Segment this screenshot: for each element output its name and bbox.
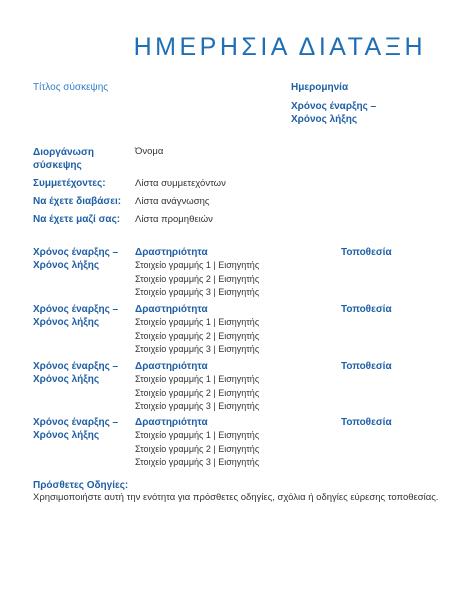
info-value[interactable]: Όνομα	[135, 146, 164, 157]
agenda-location[interactable]: Τοποθεσία	[341, 361, 392, 372]
agenda-time[interactable]: Χρόνος έναρξης – Χρόνος λήξης	[33, 361, 119, 385]
info-label: Να έχετε διαβάσει:	[33, 196, 122, 207]
meeting-time[interactable]: Χρόνος έναρξης – Χρόνος λήξης	[291, 101, 377, 125]
meeting-title[interactable]: Τίτλος σύσκεψης	[33, 82, 109, 93]
agenda-line-item[interactable]: Στοιχείο γραμμής 1 | Εισηγητής	[135, 317, 260, 327]
info-value[interactable]: Λίστα ανάγνωσης	[135, 196, 210, 207]
notes-text[interactable]: Χρησιμοποιήστε αυτή την ενότητα για πρόσθετες οδηγίες, σχόλια ή οδηγίες εύρεσης τοποθεσίας.	[33, 492, 439, 503]
agenda-line-item[interactable]: Στοιχείο γραμμής 2 | Εισηγητής	[135, 330, 260, 341]
agenda-line-item[interactable]: Στοιχείο γραμμής 2 | Εισηγητής	[135, 443, 260, 454]
agenda-line-item[interactable]: Στοιχείο γραμμής 2 | Εισηγητής	[135, 387, 260, 398]
agenda-location[interactable]: Τοποθεσία	[341, 247, 392, 258]
agenda-activity[interactable]: Δραστηριότητα	[135, 361, 208, 372]
agenda-time[interactable]: Χρόνος έναρξης – Χρόνος λήξης	[33, 304, 119, 328]
notes-label: Πρόσθετες Οδηγίες:	[33, 480, 129, 491]
agenda-line-item[interactable]: Στοιχείο γραμμής 3 | Εισηγητής	[135, 457, 260, 467]
agenda-line-item[interactable]: Στοιχείο γραμμής 2 | Εισηγητής	[135, 273, 260, 284]
agenda-line-item[interactable]: Στοιχείο γραμμής 1 | Εισηγητής	[135, 430, 260, 440]
agenda-activity[interactable]: Δραστηριότητα	[135, 304, 208, 315]
agenda-line-item[interactable]: Στοιχείο γραμμής 1 | Εισηγητής	[135, 260, 260, 270]
agenda-time[interactable]: Χρόνος έναρξης – Χρόνος λήξης	[33, 417, 119, 441]
agenda-activity[interactable]: Δραστηριότητα	[135, 417, 208, 428]
agenda-location[interactable]: Τοποθεσία	[341, 304, 392, 315]
agenda-line-item[interactable]: Στοιχείο γραμμής 1 | Εισηγητής	[135, 374, 260, 384]
agenda-line-item[interactable]: Στοιχείο γραμμής 3 | Εισηγητής	[135, 401, 260, 411]
meeting-date[interactable]: Ημερομηνία	[291, 82, 349, 93]
info-label: Διοργάνωση σύσκεψης	[33, 147, 94, 171]
agenda-location[interactable]: Τοποθεσία	[341, 417, 392, 428]
agenda-line-item[interactable]: Στοιχείο γραμμής 3 | Εισηγητής	[135, 287, 260, 297]
page-title: ΗΜΕΡΗΣΙΑ ΔΙΑΤΑΞΗ	[133, 33, 426, 61]
agenda-time[interactable]: Χρόνος έναρξης – Χρόνος λήξης	[33, 247, 119, 271]
info-value[interactable]: Λίστα συμμετεχόντων	[135, 178, 226, 189]
agenda-line-item[interactable]: Στοιχείο γραμμής 3 | Εισηγητής	[135, 344, 260, 354]
info-label: Συμμετέχοντες:	[33, 178, 106, 189]
info-label: Να έχετε μαζί σας:	[33, 214, 121, 225]
agenda-activity[interactable]: Δραστηριότητα	[135, 247, 208, 258]
info-value[interactable]: Λίστα προμηθειών	[135, 214, 213, 225]
